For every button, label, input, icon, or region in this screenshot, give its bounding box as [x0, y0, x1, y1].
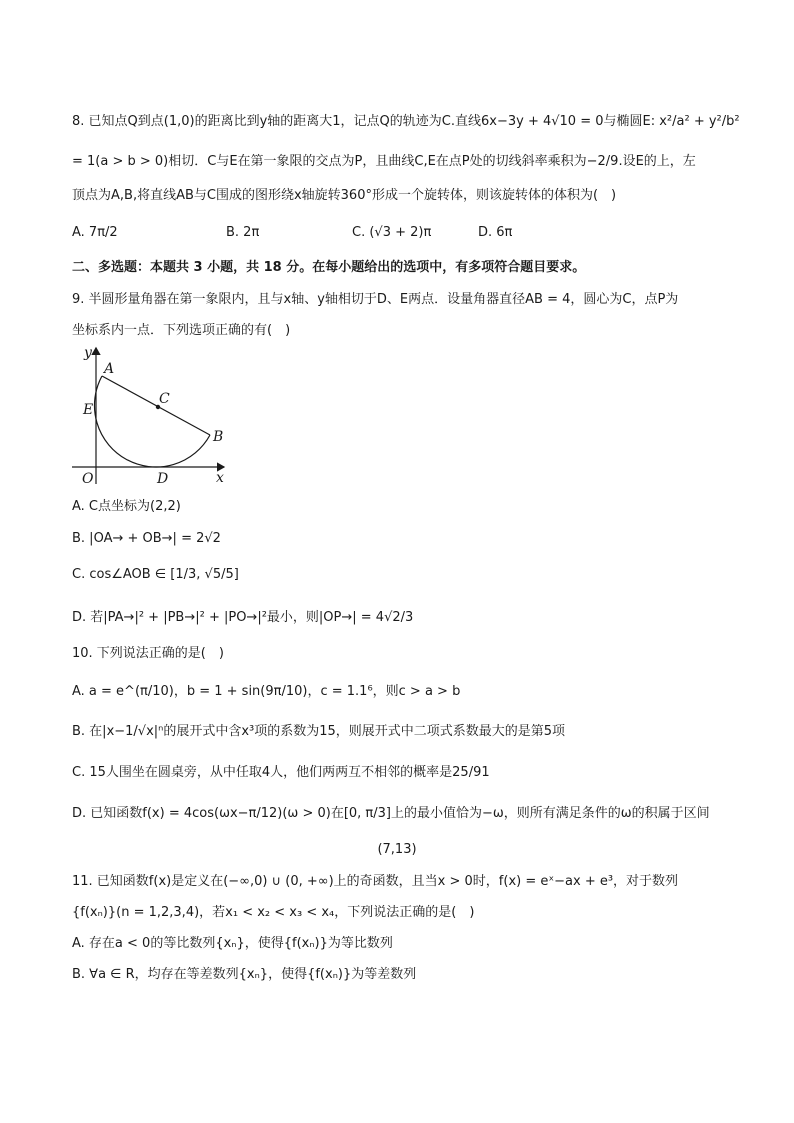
q9-option-a: A. C点坐标为(2,2)	[72, 499, 181, 514]
diameter-ab	[102, 376, 210, 435]
semicircle-arc	[94, 376, 210, 467]
label-a: A	[104, 361, 115, 377]
q9-line2: 坐标系内一点．下列选项正确的有( )	[72, 323, 291, 338]
q8-option-b: B. 2π	[226, 225, 260, 240]
q10-option-d-interval: (7,13)	[377, 842, 417, 857]
q8-line3: 顶点为A,B,将直线AB与C围成的图形绕x轴旋转360°形成一个旋转体，则该旋转体的体积为( )	[72, 188, 617, 203]
protractor-figure	[72, 342, 242, 490]
q8-option-c: C. (√3 + 2)π	[352, 225, 432, 240]
label-e: E	[83, 402, 94, 418]
label-b: B	[213, 429, 224, 445]
q8-line1: 8. 已知点Q到点(1,0)的距离比到y轴的距离大1，记点Q的轨迹为C.直线6x−3y + 4√10 = 0与椭圆E: x²/a² + y²/b²	[72, 114, 740, 129]
q8-line2: = 1(a > b > 0)相切．C与E在第一象限的交点为P，且曲线C,E在点P处的切线斜率乘积为−2/9.设E的上，左	[72, 154, 696, 169]
q10-option-c: C. 15人围坐在圆桌旁，从中任取4人，他们两两互不相邻的概率是25/91	[72, 765, 490, 780]
q11-option-b: B. ∀a ∈ R，均存在等差数列{xₙ}，使得{f(xₙ)}为等差数列	[72, 967, 417, 982]
q11-line2: {f(xₙ)}(n = 1,2,3,4)，若x₁ < x₂ < x₃ < x₄，下列说法正确的是( )	[72, 905, 475, 920]
q10-line1: 10. 下列说法正确的是( )	[72, 646, 224, 661]
label-c: C	[159, 391, 170, 407]
section-heading-multi-choice: 二、多选题：本题共 3 小题，共 18 分。在每小题给出的选项中，有多项符合题目要求。	[72, 260, 586, 275]
q9-option-c: C. cos∠AOB ∈ [1/3, √5/5]	[72, 567, 239, 582]
q10-option-a: A. a = e^(π/10)，b = 1 + sin(9π/10)，c = 1.1⁶，则c > a > b	[72, 684, 461, 699]
q9-option-b: B. |OA→ + OB→| = 2√2	[72, 531, 221, 546]
q8-option-d: D. 6π	[478, 225, 513, 240]
q9-option-d: D. 若|PA→|² + |PB→|² + |PO→|²最小，则|OP→| = 4√2/3	[72, 610, 414, 625]
q9-line1: 9. 半圆形量角器在第一象限内，且与x轴、y轴相切于D、E两点．设量角器直径AB = 4，圆心为C，点P为	[72, 292, 679, 307]
label-o: O	[82, 471, 94, 487]
q8-option-a: A. 7π/2	[72, 225, 118, 240]
label-x: x	[216, 470, 224, 486]
label-y: y	[84, 345, 92, 361]
label-d: D	[157, 471, 169, 487]
q11-option-a: A. 存在a < 0的等比数列{xₙ}，使得{f(xₙ)}为等比数列	[72, 936, 393, 951]
q10-option-b: B. 在|x−1/√x|ⁿ的展开式中含x³项的系数为15，则展开式中二项式系数最大的是第5项	[72, 724, 566, 739]
q11-line1: 11. 已知函数f(x)是定义在(−∞,0) ∪ (0, +∞)上的奇函数，且当x > 0时，f(x) = eˣ−ax + e³，对于数列	[72, 874, 679, 889]
q10-option-d: D. 已知函数f(x) = 4cos(ωx−π/12)(ω > 0)在[0, π/3]上的最小值恰为−ω，则所有满足条件的ω的积属于区间	[72, 806, 710, 821]
